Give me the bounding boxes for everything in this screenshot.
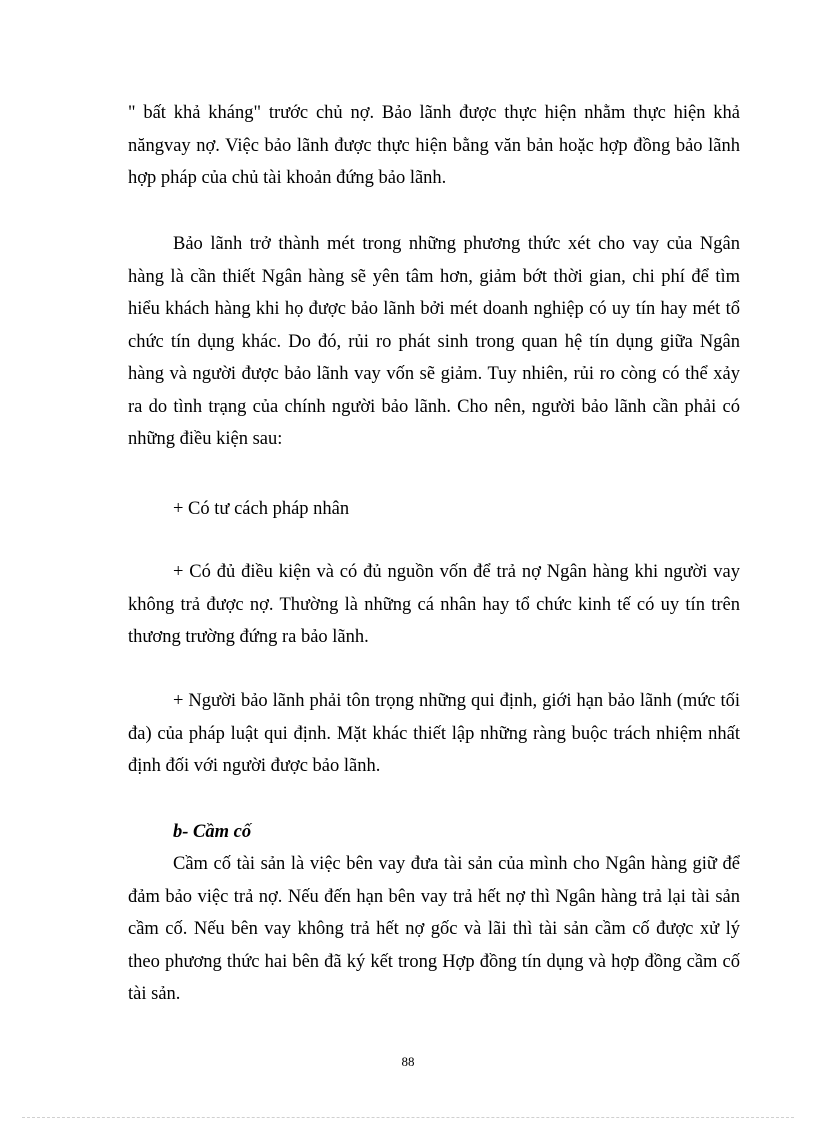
- section-heading-pledge: b- Cầm cố: [173, 822, 252, 842]
- page-bottom-divider: [22, 1117, 794, 1118]
- page-number: 88: [401, 1054, 415, 1069]
- paragraph-condition-legal-entity: + Có tư cách pháp nhân: [173, 499, 350, 519]
- paragraph-condition-capital: + Có đủ điều kiện và có đủ nguồn vốn để trả nợ Ngân hàng khi người vay không trả được nợ. Thường là những cá nhân hay tổ chức kinh tế có uy tín trên thương trường đứng ra bảo lãnh.: [128, 562, 740, 647]
- paragraph-pledge: Cầm cố tài sản là việc bên vay đưa tài sản của mình cho Ngân hàng giữ để đảm bảo việc trả nợ. Nếu đến hạn bên vay trả hết nợ thì Ngân hàng trả lại tài sản cầm cố. Nếu bên vay không trả hết nợ gốc và lãi thì tài sản cầm cố được xử lý theo phương thức hai bên đã ký kết trong Hợp đồng tín dụng và hợp đồng cầm cố tài sản.: [128, 854, 740, 1004]
- paragraph-guarantee-continuation: " bất khả kháng" trước chủ nợ. Bảo lãnh được thực hiện nhằm thực hiện khả năngvay nợ. Việc bảo lãnh được thực hiện bằng văn bản hoặc hợp đồng bảo lãnh hợp pháp của chủ tài khoản đứng bảo lãnh.: [128, 103, 740, 188]
- paragraph-condition-regulations: + Người bảo lãnh phải tôn trọng những qui định, giới hạn bảo lãnh (mức tối đa) của pháp luật qui định. Mặt khác thiết lập những ràng buộc trách nhiệm nhất định đối với người được bảo lãnh.: [128, 691, 740, 776]
- paragraph-guarantee-role: Bảo lãnh trở thành mét trong những phương thức xét cho vay của Ngân hàng là cần thiết Ngân hàng sẽ yên tâm hơn, giảm bớt thời gian, chi phí để tìm hiểu khách hàng khi họ được bảo lãnh bởi mét doanh nghiệp có uy tín hay mét tổ chức tín dụng khác. Do đó, rủi ro phát sinh trong quan hệ tín dụng giữa Ngân hàng và người được bảo lãnh vay vốn sẽ giảm. Tuy nhiên, rủi ro còng có thể xảy ra do tình trạng của chính người bảo lãnh. Cho nên, người bảo lãnh cần phải có những điều kiện sau:: [128, 234, 740, 449]
